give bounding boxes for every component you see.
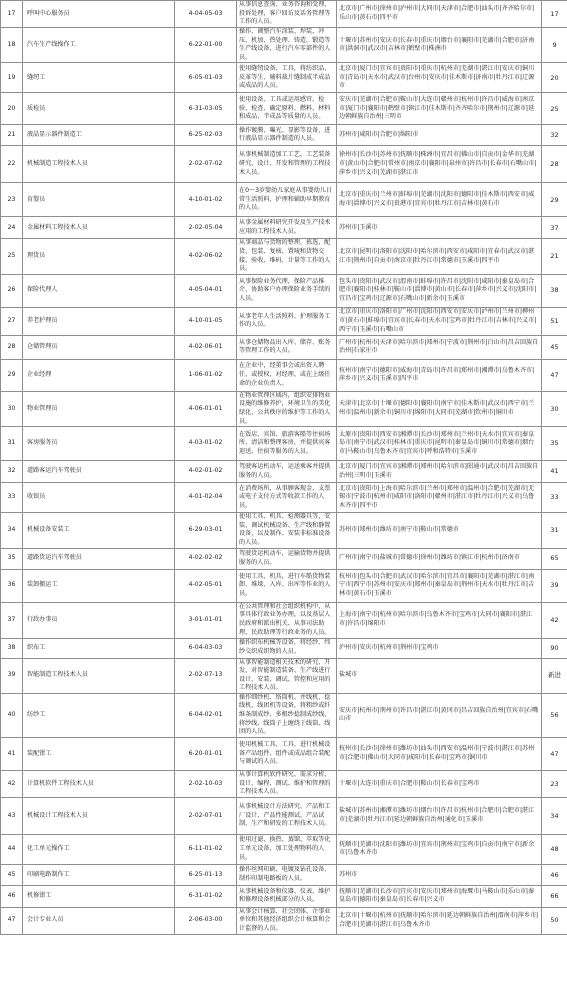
occupation-description: 在公共管理和社会组织机构中，从事具体行政业务办理，以及基层人民政府和派出机关、从事司法助理，民政助理等行政业务的人员。 [237, 602, 337, 638]
occupation-description: 操作细纱机、络筒机、并线机、捻线机、线团机等设备，将粗纱或纤维条制成纱、多根纱捻制成纱线，将纱线、线筒子上缠绕于线筒、线团的人员。 [237, 693, 337, 737]
city-list: 安庆市|芜湖市|合肥市|鞍山市|大连市|赣州市|杭州市|许昌市|威海市|南京市|厦门市|襄阳市|鹤壁市|镇江市|佳木斯市|齐齐哈尔市|荆州市|辽源市|延边朝鲜族自治州|三明市 [337, 93, 542, 125]
occupation-code: 6-20-01-01 [175, 737, 237, 770]
row-number: 22 [1, 146, 23, 183]
table-row [1, 28, 567, 63]
occupation-name: 保险代理人 [23, 274, 175, 307]
rank-value: 51 [542, 307, 567, 335]
table-row [1, 335, 567, 359]
table-row [1, 391, 567, 426]
occupation-code: 6-11-01-02 [175, 834, 237, 864]
table-row [1, 548, 567, 569]
occupation-description: 在饭店、宾馆、旅游客船等住宿场所，清洁和整理客房，并提供宾客迎送、住宿等服务的人员。 [237, 427, 337, 461]
rank-value: 30 [542, 391, 567, 426]
city-list: 天津市|北京市|十堰市|德阳市|襄阳市|南宁市|佳木斯市|武汉市|西宁市|兰州市|温州市|新余市|铜川市|绵阳市|大同市|芜湖市|钦州市|铜川市 [337, 391, 542, 426]
occupation-name: 纺纱工 [23, 693, 175, 737]
city-list: 广州市|南宁市|盐城市|常德市|徐州市|潍坊市|镇江市|杭州市|济南市 [337, 548, 542, 569]
occupation-name: 养老护理员 [23, 307, 175, 335]
rank-value: 56 [542, 693, 567, 737]
occupation-description: 从事信息查询、业务咨询和受理、投诉处理，客户回访及话务管理等工作的人员。 [237, 1, 337, 28]
occupation-description: 使用过滤、换热、蒸馏、萃取等化工单元设备，加工处理物料的人员。 [237, 834, 337, 864]
occupation-description: 操作丝网印刷、电镀及钻孔设备，制作印制电路板的人员。 [237, 864, 337, 885]
table-row [1, 146, 567, 183]
rank-value: 47 [542, 737, 567, 770]
city-list: 苏州市|郑州市|潍坊市|南宁市|鞍山市|常德市 [337, 513, 542, 548]
row-number: 40 [1, 693, 23, 737]
occupation-description: 从事计算机软件研究、需求分析、设计、编程、测试、维护和管理的工程技术人员。 [237, 770, 337, 797]
occupation-name: 仓储管理员 [23, 335, 175, 359]
city-list: 泸州市|安庆市|杭州市|荆州市|宝鸡市 [337, 638, 542, 658]
occupation-description: 从事商品与货物的整理、拣选、配货、包装、复核、置唛和货物交接、验收、堆码、计量等工作的人员。 [237, 239, 337, 274]
occupation-name: 企业经理 [23, 359, 175, 391]
table-row [1, 239, 567, 274]
table-row [1, 63, 567, 93]
table-row [1, 864, 567, 885]
city-list: 安庆市|杭州市|荆州市|许昌市|湛江市|黄冈市|昌吉回族自治州|宜宾市|石嘴山市 [337, 693, 542, 737]
row-number: 31 [1, 427, 23, 461]
occupation-code: 6-25-02-03 [175, 125, 237, 146]
row-number: 36 [1, 569, 23, 602]
table-row [1, 638, 567, 658]
row-number: 34 [1, 513, 23, 548]
occupation-code: 4-10-01-05 [175, 307, 237, 335]
occupation-description: 驾驶货运机动车，运输货物并提供服务的人员。 [237, 548, 337, 569]
occupation-description: 从事智能制造相关技术的研究、开发，对智能制造装备、生产线进行设计、安装、调试、管控和应用的工程技术人员。 [237, 658, 337, 693]
rank-value: 45 [542, 335, 567, 359]
occupation-code: 6-04-02-01 [175, 693, 237, 737]
table-row [1, 1, 567, 28]
row-number: 17 [1, 1, 23, 28]
occupation-description: 在物业管理区域内，组织安排物业设施的维修养护，环境卫生的美化绿化，公共秩序的维护等工作的人员。 [237, 391, 337, 426]
table-row [1, 183, 567, 217]
table-row [1, 797, 567, 834]
rank-value: 33 [542, 483, 567, 513]
occupation-description: 从事会计核算、社会团体、企事业单位和其他经济组织会计核算和会计监督的人员。 [237, 907, 337, 934]
occupation-name: 会计专业人员 [23, 907, 175, 934]
row-number: 47 [1, 907, 23, 934]
city-list: 十堰市|大连市|重庆市|合肥市|鞍山市|长春市|宝鸡市 [337, 770, 542, 797]
city-list: 盐城市 [337, 658, 542, 693]
table-row [1, 427, 567, 461]
occupation-name: 机修钳工 [23, 885, 175, 907]
occupation-code: 6-31-03-05 [175, 93, 237, 125]
table-row [1, 125, 567, 146]
occupation-name: 理货员 [23, 239, 175, 274]
city-list: 杭州市|长沙市|徐州市|潍坊市|汕头市|西安市|温州市|宁波市|湛江市|苏州市|合肥市|佛山市|大同市|咸阳市|长春市|宝鸡市|铜川市 [337, 737, 542, 770]
occupation-name: 装卸搬运工 [23, 569, 175, 602]
occupation-name: 装配钳工 [23, 737, 175, 770]
occupation-name: 呼叫中心服务员 [23, 1, 175, 28]
table-row [1, 217, 567, 239]
city-list: 北京市|重庆市|兰州市|蚌埠市|芜湖市|沈阳市|德阳市|佳木斯市|西安市|威海市|淄博市|兴义市|贵港市|宜宾市|牡丹江市|吉林市|黄石市 [337, 183, 542, 217]
row-number: 35 [1, 548, 23, 569]
occupation-description: 从事机械设计方法研究、产品和工厂设计、产品性能测试、产品试制、生产和研发的工程技术人员。 [237, 797, 337, 834]
table-row [1, 461, 567, 483]
city-list: 北京市|广州市|徐州市|泸州市|大同市|天津市|合肥市|汕头市|齐齐哈尔市|乐山市|黄石市|四平市 [337, 1, 542, 28]
occupation-code: 4-01-02-04 [175, 483, 237, 513]
occupation-code: 4-03-01-02 [175, 427, 237, 461]
occupation-code: 4-10-01-02 [175, 183, 237, 217]
city-list: 杭州市|包头市|合肥市|武汉市|哈尔滨市|宜昌市|襄阳市|芜湖市|湛江市|南宁市|西宁市|苏州市|安庆市|郑州市|秦皇岛市|荆州市|天水市|牡丹江市|吉林市|黄石市|玉溪市 [337, 569, 542, 602]
row-number: 37 [1, 602, 23, 638]
occupation-description: 操作织布机械等设备，将经纱、纬纱交织成织物的人员。 [237, 638, 337, 658]
rank-value: 新进 [542, 658, 567, 693]
row-number: 23 [1, 183, 23, 217]
rank-value: 37 [542, 217, 567, 239]
occupation-code: 6-22-01-00 [175, 28, 237, 63]
occupation-description: 在企业中，经董事会或出资人聘任，或授权，对经理、或在上级任命的企业负责人。 [237, 359, 337, 391]
rank-value: 28 [542, 146, 567, 183]
occupation-name: 育婴员 [23, 183, 175, 217]
city-list: 抚顺市|芜湖市|长沙市|宜宾市|安庆市|郑州市|海鹰市|马鞍山市|乐山市|秦皇岛市|德阳市|秦皇岛市|长春市|兴义市 [337, 885, 542, 907]
rank-value: 17 [542, 1, 567, 28]
row-number: 32 [1, 461, 23, 483]
rank-value: 48 [542, 834, 567, 864]
city-list: 北京市|重庆市|洛阳市|广州市|沈阳市|西安市|安庆市|泸州市|兰州市|柳州市|黄石市|蚌埠市|宜宾市|长春市|天水市|宝鸡市|牡丹江市|吉林市|兴义市|西宁市|玉溪市|石嘴山市 [337, 307, 542, 335]
city-list: 盐城市|苏州市|湘潭市|潍坊市|烟台市|许昌市|杭州市|合肥市|合肥市|湛江市|芜湖市|牡丹江市|延边朝鲜族自治州|通化市|玉溪市 [337, 797, 542, 834]
occupation-name: 智能制造工程技术人员 [23, 658, 175, 693]
occupation-code: 2-02-07-01 [175, 797, 237, 834]
rank-value: 90 [542, 638, 567, 658]
city-list: 包头市|贵阳市|武汉市|渭南市|蚌埠市|许昌市|沈阳市|咸阳市|秦皇岛市|合肥市|襄阳市|桂林市|鞍山市|淄博市|黄山市|长春市|萍乡市|兴义市|沈阳市|宜昌市|宝鸡市|辽源市|石嘴山市|新余市|玉溪市 [337, 274, 542, 307]
occupation-code: 6-31-01-02 [175, 885, 237, 907]
row-number: 25 [1, 239, 23, 274]
row-number: 18 [1, 28, 23, 63]
rank-value: 38 [542, 274, 567, 307]
rank-value: 35 [542, 427, 567, 461]
city-list: 抚顺市|芜湖市|沈阳市|潍坊市|宜宾市|荆州市|宝鸡市|自贡市|南宁市|新余市|乌鲁木齐市 [337, 834, 542, 864]
row-number: 21 [1, 125, 23, 146]
occupation-name: 行政办事员 [23, 602, 175, 638]
occupation-code: 4-02-06-01 [175, 335, 237, 359]
row-number: 20 [1, 93, 23, 125]
occupation-code: 2-02-05-04 [175, 217, 237, 239]
occupation-description: 使用设备、工具或运用感官、检验、检查、确定原料、燃料、材料和成品、半成品等质量的人员。 [237, 93, 337, 125]
occupation-code: 6-04-03-03 [175, 638, 237, 658]
row-number: 30 [1, 391, 23, 426]
rank-value: 42 [542, 602, 567, 638]
occupation-code: 2-02-07-13 [175, 658, 237, 693]
table-row [1, 274, 567, 307]
rank-value: 25 [542, 93, 567, 125]
city-list: 北京市|贵阳市|上海市|哈尔滨市|兰州市|郑州市|温州市|合肥市|芜湖市|无锡市|宁波市|杭州市|咸阳市|洛阳市|赣州市|湛江市|牡丹江市|兴义市|乌鲁木齐市|四平市 [337, 483, 542, 513]
occupation-code: 1-06-01-02 [175, 359, 237, 391]
table-row [1, 359, 567, 391]
occupation-name: 机械制造工程技术人员 [23, 146, 175, 183]
city-list: 十堰市|苏州市|安庆市|长春市|重庆市|烟台市|襄阳市|芜湖市|合肥市|济南市|洪洞市|武汉市|吉林市|鹤壁市|株洲市 [337, 28, 542, 63]
table-row [1, 737, 567, 770]
occupation-description: 使用工具、机具，进行车船货物装卸、堆垛、入库、出库等作业的人员。 [237, 569, 337, 602]
rank-value: 32 [542, 125, 567, 146]
table-row [1, 602, 567, 638]
rank-value: 23 [542, 770, 567, 797]
occupation-name: 客房服务员 [23, 427, 175, 461]
city-list: 杭州市|南宁市|德阳市|威海市|青岛市|许昌市|郑州市|湘潭市|乌鲁木齐市|萍乡市|兴义市|玉溪市|四平市 [337, 359, 542, 391]
table-row [1, 513, 567, 548]
occupation-description: 使用工具、机具、检测器具等，安装、调试机械设备、生产线和静置设备，以及制作、安装非标准设备的人员。 [237, 513, 337, 548]
occupation-description: 从事机械制造加工工艺、工艺装备研究、设计、开发和管理的工程技术人员。 [237, 146, 337, 183]
city-list: 太原市|贵阳市|西安市|湘潭市|长沙市|郑州市|兰州市|天水市|宜宾市|秦皇岛市|南宁市|武汉市|桂林市|重庆市|昆明市|秦皇岛市|铜川市|常德市|烟台市|马鞍山市|乌鲁木齐市|宜宾市|呼和浩特市|玉溪市 [337, 427, 542, 461]
occupation-description: 从事老年人生活照料、护理服务工作的人员。 [237, 307, 337, 335]
table-row [1, 483, 567, 513]
rank-value: 39 [542, 569, 567, 602]
occupation-description: 从事金属材料研究开发及生产技术应用的工程技术人员。 [237, 217, 337, 239]
row-number: 38 [1, 638, 23, 658]
rank-value: 20 [542, 63, 567, 93]
rank-value: 50 [542, 907, 567, 934]
rank-value: 9 [542, 28, 567, 63]
rank-value: 21 [542, 239, 567, 274]
city-list: 北京市|十堰市|杭州市|抚顺市|哈尔滨市|延边朝鲜族自治州|渭南市|萍乡市|合肥市|芜湖市|湛江市|乌鲁木齐市 [337, 907, 542, 934]
table-row [1, 307, 567, 335]
occupation-name: 计算机软件工程技术人员 [23, 770, 175, 797]
occupation-description: 操作、调整汽车涂装、焊装、冲压、机加、热处理、铸造、锻造等生产线设备，进行汽车零部件的人员。 [237, 28, 337, 63]
city-list: 北京市|昆明市|洛阳市|沈阳市|哈尔滨市|西安市|咸阳市|宜春市|武汉市|湛江市|荆州市|自贡市|南京市|牡丹江市|常德市|玉溪市|四平市 [337, 239, 542, 274]
row-number: 28 [1, 335, 23, 359]
rank-value: 66 [542, 885, 567, 907]
row-number: 29 [1, 359, 23, 391]
occupation-name: 液晶显示器件制造工 [23, 125, 175, 146]
occupation-name: 印刷电路制作工 [23, 864, 175, 885]
occupation-code: 4-02-06-02 [175, 239, 237, 274]
table-row [1, 907, 567, 934]
table-row [1, 658, 567, 693]
rank-value: 46 [542, 864, 567, 885]
occupation-description: 从事仓储物品出入库、储存、账务等管理工作的人员。 [237, 335, 337, 359]
row-number: 26 [1, 274, 23, 307]
occupation-code: 2-06-03-00 [175, 907, 237, 934]
occupation-name: 织布工 [23, 638, 175, 658]
row-number: 44 [1, 834, 23, 864]
occupation-name: 道路货运汽车驾驶员 [23, 548, 175, 569]
occupation-description: 在消费场所，从事顾客现金、支票或电子支付方式等收款工作的人员。 [237, 483, 337, 513]
rank-value: 47 [542, 359, 567, 391]
city-list: 苏州市 [337, 864, 542, 885]
occupation-name: 缝纫工 [23, 63, 175, 93]
table-row [1, 693, 567, 737]
rank-value: 65 [542, 548, 567, 569]
row-number: 42 [1, 770, 23, 797]
occupation-name: 质检员 [23, 93, 175, 125]
occupation-code: 4-02-01-02 [175, 461, 237, 483]
occupation-description: 在0～3岁婴幼儿家庭从事婴幼儿日常生活照料、护理和辅助早期教育的人员。 [237, 183, 337, 217]
row-number: 46 [1, 885, 23, 907]
occupation-name: 物业管理员 [23, 391, 175, 426]
occupation-code: 6-25-01-13 [175, 864, 237, 885]
row-number: 27 [1, 307, 23, 335]
table-row [1, 569, 567, 602]
occupation-name: 汽车生产线操作工 [23, 28, 175, 63]
rank-value: 31 [542, 513, 567, 548]
occupation-code: 3-01-01-01 [175, 602, 237, 638]
occupation-table-body [1, 1, 567, 935]
row-number: 41 [1, 737, 23, 770]
city-list: 苏州市|咸阳市|合肥市|绵阳市 [337, 125, 542, 146]
occupation-description: 使用机械工具、工具，进行机械设备产品组件、组件或成品组合装配与调试的人员。 [237, 737, 337, 770]
occupation-code: 6-29-03-01 [175, 513, 237, 548]
occupation-description: 从事机械设备和仪器、仪表、维护和修理设备机械部分的人员。 [237, 885, 337, 907]
occupation-name: 金属材料工程技术人员 [23, 217, 175, 239]
occupation-code: 6-05-01-03 [175, 63, 237, 93]
occupation-code: 4-06-01-01 [175, 391, 237, 426]
occupation-description: 驾驶客运机动车，运送乘客并提供服务的人员。 [237, 461, 337, 483]
occupation-code: 4-05-04-01 [175, 274, 237, 307]
city-list: 徐州市|长沙市|苏州市|抚顺市|株洲市|宜昌市|佛山市|自贡市|金华市|芜湖市|黄山市|合肥市|常州市|南京市|襄阳市|泉州市|许昌市|长春市|石嘴山市|萍乡市|兴义市|芜湖市|湛江市 [337, 146, 542, 183]
row-number: 43 [1, 797, 23, 834]
row-number: 39 [1, 658, 23, 693]
occupation-description: 操作镀膜、曝光、显影等设备，进行液晶显示器件制造的人员。 [237, 125, 337, 146]
city-list: 北京市|厦门市|宜宾市|湘潭市|郑州市|哈尔滨市|昭通市|武汉市|昌吉回族自治州|三明市|玉溪市 [337, 461, 542, 483]
occupation-code: 2-02-10-03 [175, 770, 237, 797]
city-list: 广州市|杭州市|天津市|哈尔滨市|郑州市|宁波市|荆州市|白山市|昌吉回族自治州|石家庄市 [337, 335, 542, 359]
rank-value: 29 [542, 183, 567, 217]
occupation-name: 化工单元操作工 [23, 834, 175, 864]
occupation-code: 4-02-05-01 [175, 569, 237, 602]
row-number: 24 [1, 217, 23, 239]
city-list: 北京市|厦门市|宜宾市|贵阳市|重庆市|杭州市|芜湖市|湛江市|安庆市|铜川市|青岛市|天水市|武汉市|台州市|安庆市|佳木斯市|济南市|牡丹江市|辽源市 [337, 63, 542, 93]
row-number: 45 [1, 864, 23, 885]
occupation-name: 收银员 [23, 483, 175, 513]
occupation-code: 2-02-07-02 [175, 146, 237, 183]
table-row [1, 770, 567, 797]
occupation-description: 使用缝纫设备、工具，将纺织品、皮革等生、辅料裁片缝制成半成品或成品的人员。 [237, 63, 337, 93]
occupation-name: 机械设备安装工 [23, 513, 175, 548]
occupation-code: 4-02-02-02 [175, 548, 237, 569]
occupation-description: 从事保险业务代理，保险产品推介，协助客户办理保险业务手续的人员。 [237, 274, 337, 307]
table-row [1, 885, 567, 907]
occupation-name: 机械设计工程技术人员 [23, 797, 175, 834]
row-number: 19 [1, 63, 23, 93]
occupation-name: 道路客运汽车驾驶员 [23, 461, 175, 483]
row-number: 33 [1, 483, 23, 513]
occupation-code: 4-04-05-03 [175, 1, 237, 28]
table-row [1, 834, 567, 864]
city-list: 苏州市|玉溪市 [337, 217, 542, 239]
rank-value: 41 [542, 461, 567, 483]
city-list: 上海市|南宁市|杭州市|哈尔滨市|乌鲁木齐市|宝鸡市|大同市|襄阳市|湛江市|许昌市|绵阳市 [337, 602, 542, 638]
table-row [1, 93, 567, 125]
rank-value: 34 [542, 797, 567, 834]
